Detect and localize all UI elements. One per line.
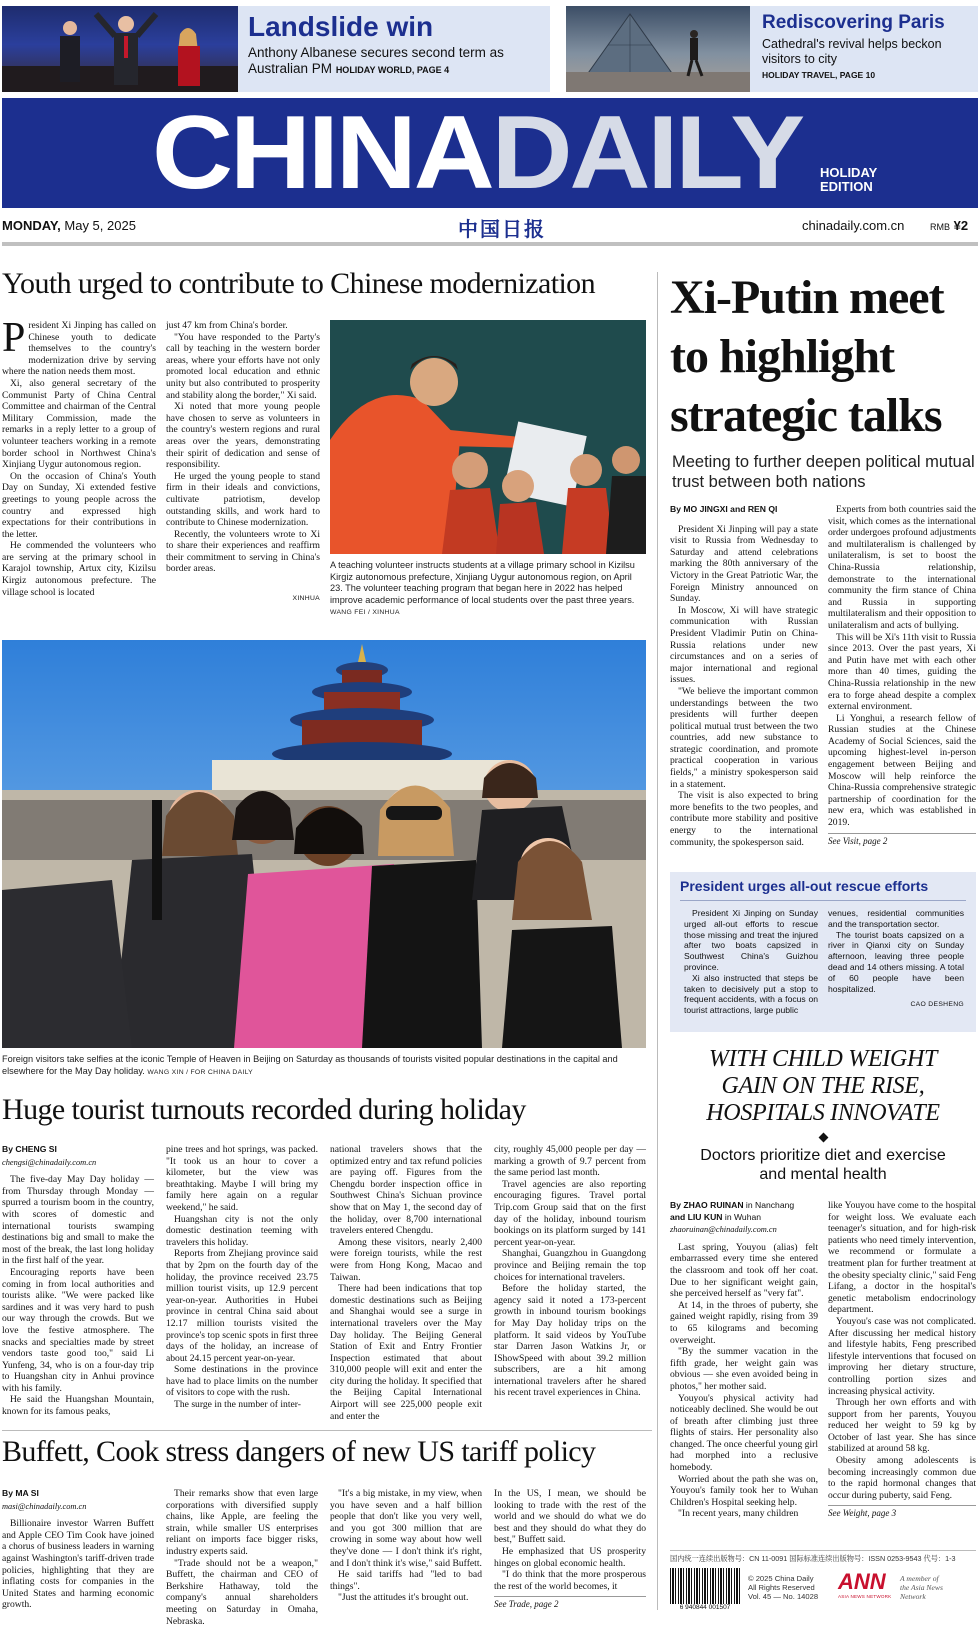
story1-headline[interactable]: Youth urged to contribute to Chinese modernization bbox=[2, 267, 595, 300]
story1-col1-p2: On the occasion of China's Youth Day on Sunday, Xi extended festive greetings to young people across the country and expressed high expectations for their contributions in the letter. bbox=[2, 470, 156, 540]
teaching-photo-illustration bbox=[330, 320, 646, 554]
teaching-photo[interactable] bbox=[330, 320, 646, 554]
story1-col1-p3: He commended the volunteers who are serving at the primary school in Karajol township, Artux city, Kizilsu Kirgiz autonomous prefecture. The village school is located bbox=[2, 540, 156, 598]
dateline bbox=[2, 216, 978, 241]
story3-col4-p1: He emphasized that US prosperity hinges on global economic health. bbox=[494, 1545, 646, 1569]
price bbox=[930, 218, 968, 233]
story2-col2-p1: Huangshan city is not the only domestic destination teeming with travelers this holiday. bbox=[166, 1213, 318, 1248]
story3-col2-p1: "Trade should not be a weapon," Buffett, the chairman and CEO of Berkshire Hathaway, told the company's annual shareholders meeting on Saturday in Omaha, Nebraska. bbox=[166, 1557, 318, 1627]
volume: Vol. 45 — No. 14028 bbox=[748, 1592, 819, 1602]
albanese-photo[interactable] bbox=[2, 6, 238, 92]
louvre-photo[interactable] bbox=[566, 6, 750, 92]
story2-headline[interactable]: Huge tourist turnouts recorded during holiday bbox=[2, 1093, 526, 1126]
date bbox=[2, 218, 136, 233]
story3-email[interactable]: masi@chinadaily.com.cn bbox=[2, 1501, 87, 1511]
story2-col1-p1: Encouraging reports have been coming in from local authorities and tourists alike. "We were packed like sardines and it was very hard to push our way through the crowds. But we love the festive atmosphere. The snacks and specialties made by street vendors taste good too," said Li Yunfeng, 34, who is on a four-day trip to Huangshan city in Anhui province with his family. bbox=[2, 1266, 154, 1394]
rescue-col1 bbox=[684, 908, 818, 1016]
louvre-photo-illustration bbox=[566, 6, 750, 92]
weight-byline-loc2: in Wuhan bbox=[722, 1211, 762, 1222]
story2-byline: By CHENG SI bbox=[2, 1144, 57, 1154]
teaser-left-subhead-text: Anthony Albanese secures second term as Australian PM bbox=[248, 45, 504, 76]
weight-col2 bbox=[828, 1200, 976, 1520]
lead-col1-p2: "We believe the important common understandings between the two presidents will further deepen political mutual trust between the two countries, add new substance to strategic coordination, and promote practical cooperation in various fields," a ministry spokesperson said in a statement. bbox=[670, 685, 818, 790]
story2-col4-p2: Shanghai, Guangzhou in Guangdong province and Beijing remain the top choices for international travelers. bbox=[494, 1248, 646, 1283]
teaching-photo-caption bbox=[330, 560, 646, 619]
masthead-logo[interactable] bbox=[152, 95, 802, 211]
lead-col2 bbox=[828, 504, 976, 847]
story2-col1 bbox=[2, 1144, 154, 1418]
teaser-right-text[interactable] bbox=[750, 6, 978, 92]
masthead-rule bbox=[2, 242, 978, 246]
barcode-digits: 6 940844 001507 bbox=[679, 1604, 731, 1611]
lead-col2-p2: Li Yonghui, a research fellow of Russian studies at the Chinese Academy of Social Sciences, said the upcoming highest-level in-person engagement between Beijing and Moscow will help reinforce the China-Russia comprehensive strategic partnership of coordination for the new era, which was established in 2019. bbox=[828, 712, 976, 829]
edition-line1: HOLIDAY bbox=[820, 165, 878, 180]
weight-headline-l2: GAIN ON THE RISE, bbox=[721, 1073, 925, 1099]
ann-logo[interactable] bbox=[838, 1570, 898, 1599]
temple-photo-caption-text: Foreign visitors take selfies at the iconic Temple of Heaven in Beijing on Saturday as thousands of tourists visited popular destinations in the capital and elsewhere for the May Day holiday. bbox=[2, 1054, 618, 1076]
story2-col2-p4: The surge in the number of inter- bbox=[174, 1399, 301, 1411]
rescue-col1-p1: Xi also instructed that steps be taken to decisively put a stop to frequent accidents, with a focus on tourist attractions, large public bbox=[684, 972, 818, 1016]
story1-col2-p0: just 47 km from China's border. bbox=[166, 320, 288, 331]
weight-col1-p0: Last spring, Youyou (alias) felt embarrassed every time she entered the classroom and took off her coat. Due to her significant weight gain, she perceived herself as "very fat". bbox=[670, 1241, 818, 1300]
lead-see-link[interactable]: See Visit, page 2 bbox=[828, 833, 976, 848]
story3-col2 bbox=[166, 1488, 318, 1627]
weight-subhead: Doctors prioritize diet and exercise and mental health bbox=[700, 1147, 946, 1183]
price-label: RMB bbox=[930, 222, 950, 232]
dropcap: P bbox=[2, 315, 26, 361]
column-divider bbox=[657, 272, 658, 1610]
rescue-col2 bbox=[828, 908, 964, 1011]
story1-col2-p3: He urged the young people to stand firm in their ideals and convictions, cultivate patriotism, develop outstanding skills, and work hard to contribute to Chinese modernization. bbox=[166, 470, 320, 529]
rescue-rule bbox=[680, 900, 966, 901]
ann-logo-sub: ASIA NEWS NETWORK bbox=[838, 1594, 892, 1599]
story3-col3-p1: He said tariffs had "led to bad things". bbox=[330, 1569, 482, 1592]
teaser-right-subhead: Cathedral's revival helps beckon visitors to city bbox=[762, 37, 942, 66]
weight-headline-l3: HOSPITALS INNOVATE bbox=[706, 1100, 940, 1126]
lead-subhead: Meeting to further deepen political mutual trust between both nations bbox=[672, 453, 975, 491]
teaching-photo-credit: WANG FEI / XINHUA bbox=[330, 609, 400, 616]
story1-credit: XINHUA bbox=[292, 595, 320, 603]
weight-byline-loc1: in Nanchang bbox=[743, 1200, 795, 1210]
story2-col4-p3: Before the holiday started, the agency said it noted a 173-percent growth in inbound tourism bookings for May Day holiday trips on the platform. It said videos by YouTube star Darren Jason Watkins Jr, or IShowSpeed with about 39.2 million subscribers, are a hit among international travelers after he shared his recent travel experiences in China. bbox=[494, 1283, 646, 1399]
story3-col4-p2: "I do think that the more prosperous the rest of the world becomes, it bbox=[494, 1569, 646, 1592]
story3-headline[interactable]: Buffett, Cook stress dangers of new US tariff policy bbox=[2, 1435, 596, 1468]
teaser-right-page-ref: HOLIDAY TRAVEL, PAGE 10 bbox=[762, 70, 876, 80]
website[interactable]: chinadaily.com.cn bbox=[802, 218, 905, 233]
weight-col1-p4: Worried about the path she was on, Youyou's family took her to Wuhan Children's Hospital seeking help. bbox=[670, 1473, 818, 1508]
story1-col2-p2: Xi noted that more young people have chosen to serve as volunteers in the country's western regions and rural areas over the years, demonstrating their spirit of dedication and sense of responsibility. bbox=[166, 401, 320, 471]
edition-line2: EDITION bbox=[820, 179, 873, 194]
ann-logo-text: ANN bbox=[838, 1569, 886, 1594]
story3-col4 bbox=[494, 1488, 646, 1611]
albanese-photo-illustration bbox=[2, 6, 238, 92]
story1-first-para bbox=[2, 315, 156, 378]
teaser-left-page-ref: HOLIDAY WORLD, PAGE 4 bbox=[335, 65, 450, 75]
lead-col1-p3: The visit is also expected to bring more benefits to the two peoples, and contribute more stability and positive energy to the international community, the spokesperson said. bbox=[670, 790, 818, 848]
teaser-bar bbox=[0, 0, 980, 98]
weight-col1-p3: Youyou's physical activity had noticeably declined. She would be out of breath after climbing just three flights of stairs. Her personality also changed. The once cheerful young girl had morphed into a reclusive homebody. bbox=[670, 1392, 818, 1474]
teaching-photo-caption-text: A teaching volunteer instructs students at a village primary school in Kizilsu Kirgiz autonomous prefecture, Xinjiang Uygur autonomous region, on April 23. The volunteer teaching program that began here in 2022 has helped improve academic performance of local students over the past three years. bbox=[330, 560, 635, 605]
story1-col2-p1: "You have responded to the Party's call by teaching in the western border areas, where your efforts have not only promoted local education and ethnic unity but also contributed to prosperity and stability along the border," Xi said. bbox=[166, 331, 320, 401]
teaser-left-headline: Landslide win bbox=[248, 11, 434, 42]
date-value: May 5, 2025 bbox=[64, 218, 136, 233]
edition-label bbox=[820, 166, 877, 194]
story3-col2-p0: Their remarks show that even large corporations with diversified supply chains, like Apple, are feeling the strain, while smaller US enterprises reliant on imports face bigger risks, industry experts said. bbox=[166, 1488, 318, 1557]
rescue-col2-p1: The tourist boats capsized on a river in Qianxi city on Sunday afternoon, leaving three people dead and 14 others missing. A total of 60 people have been hospitalized. bbox=[828, 929, 964, 994]
story2-col1-p0: The five-day May Day holiday — from Thursday through Monday — spurred a tourism boom in the country, with scores of domestic and international tourists swamping destinations big and small to make the most of the break, the last long holiday in the first half of the year. bbox=[2, 1174, 154, 1267]
lead-col2-p1: This will be Xi's 11th visit to Russia since 2013. Over the past years, Xi and Putin have met with each other more than 40 times, guiding the China-Russia relationship in the new era to forge ahead despite a complex external environment. bbox=[828, 631, 976, 713]
chinese-title: 中国日报 bbox=[458, 217, 546, 241]
teaser-left-subhead bbox=[248, 45, 540, 78]
ann-member-l2: the Asia News bbox=[900, 1583, 943, 1592]
lead-byline: By MO JINGXI and REN QI bbox=[670, 504, 778, 514]
barcode bbox=[670, 1568, 740, 1616]
story2-col4-p0: city, roughly 45,000 people per day — marking a growth of 9.7 percent from the same period last month. bbox=[494, 1144, 646, 1179]
weight-byline bbox=[670, 1200, 818, 1223]
weight-col2-p2: Through her own efforts and with support from her parents, Youyou reduced her weight to 59 kg by October of last year. She has since stabilized at around 58 kg. bbox=[828, 1397, 976, 1455]
story1-col2-p4: Recently, the volunteers wrote to Xi to share their experiences and reaffirm their commitment to serving in China's border areas. bbox=[166, 528, 320, 575]
weight-byline-name2: and LIU KUN bbox=[670, 1211, 723, 1222]
weight-headline[interactable] bbox=[670, 1046, 976, 1127]
footer-cn-line3: 代号：1-3 bbox=[923, 1554, 956, 1563]
story2-col2-p0: pine trees and hot springs, was packed. "It took us an hour to cover a kilometer, but the view was breathtaking. Maybe I will bring my family here again on a regular weekend," he said. bbox=[166, 1144, 318, 1213]
lead-col1-p1: In Moscow, Xi will have strategic communication with Russian President Vladimir Putin on China-Russia relations under new circumstances and on a series of major international and regional issues. bbox=[670, 604, 818, 686]
masthead bbox=[2, 95, 978, 211]
weight-col2-p3: Obesity among adolescents is becoming increasingly common due to the rapid hormonal changes that occur during puberty, said Feng. bbox=[828, 1455, 976, 1501]
story1-col1-p0: resident Xi Jinping has called on Chinese youth to dedicate themselves to the country's modernization drive by serving where the nation needs them most. bbox=[2, 320, 156, 378]
teaser-right-headline: Rediscovering Paris bbox=[762, 12, 945, 33]
lead-headline[interactable]: Xi-Putin meet to highlight strategic talks bbox=[670, 271, 944, 442]
story2-email[interactable]: chengsi@chinadaily.com.cn bbox=[2, 1157, 97, 1167]
weight-col1-p5: "In recent years, many children bbox=[678, 1508, 799, 1520]
rescue-headline[interactable]: President urges all-out rescue efforts bbox=[680, 878, 929, 894]
weight-col2-p1: Youyou's case was not complicated. After discussing her medical history and lifestyle habits, Feng prescribed lifestyle interventions that focused on improving her dietary structure, controlling portion sizes and increasing physical activity. bbox=[828, 1315, 976, 1397]
lead-col2-p0: Experts from both countries said the visit, which comes as the international order undergoes profound adjustments and multilateralism is challenged by unilateralism, is set to boost the China-Russia relationship, demonstrate to the international community the firm stance of China and Russia in supporting multilateralism and their opposition to unilateralism and acts of bullying. bbox=[828, 504, 976, 631]
story2-col2-p2: Reports from Zhejiang province said that by 2pm on the fourth day of the holiday, the province received 23.75 million tourist visits, up 12.9 percent year-on-year. Authorities in Hubei province in central China said about 12.17 million tourists visited the province's top scenic spots in first three days of the holiday, an increase of about 24.15 percent year-on-year. bbox=[166, 1248, 318, 1364]
masthead-daily: DAILY bbox=[491, 95, 802, 211]
story2-col3-p2: There had been indications that top domestic destinations such as Beijing and Shanghai would see a surge in international travelers over the May Day holiday. The Beijing General Station of Exit and Entry Frontier Inspection estimated that about 310,000 people will exit and enter the city during the holiday. It specified that the Beijing Capital International Airport will see 225,000 people exit and enter the bbox=[330, 1283, 482, 1422]
story2-col1-p2: He said the Huangshan Mountain, known for its famous peaks, bbox=[2, 1394, 154, 1418]
weight-col1-p2: "By the summer vacation in the fifth grade, her weight gain was obvious — she even avoided being in photos," her mother said. bbox=[670, 1346, 818, 1392]
masthead-china: CHINA bbox=[152, 95, 492, 211]
story3-col3-p0: "It's a big mistake, in my view, when you have seven and a half billion people that don't like you very well, and you got 300 million that are crowing in some way about how well they've done — I don't think it's right, and I don't think it's wise," said Buffett. bbox=[330, 1488, 482, 1569]
rescue-box bbox=[670, 872, 976, 1032]
barcode-bars bbox=[670, 1568, 740, 1604]
weight-byline-name1: By ZHAO RUINAN bbox=[670, 1200, 744, 1210]
rights: All Rights Reserved bbox=[748, 1583, 815, 1593]
weight-col1-p1: At 14, in the throes of puberty, she gained weight rapidly, rising from 39 to 65 kilograms and becoming overweight. bbox=[670, 1299, 818, 1346]
date-day: MONDAY, bbox=[2, 218, 61, 233]
story2-col3-p0: national travelers shows that the optimized entry and tax refund policies are paying off. Figures from the Chengdu border inspection office in Southwest China's Sichuan province show that on May 1, the second day of the holiday, over 8,700 international travelers entered Chengdu. bbox=[330, 1144, 482, 1237]
story3-byline: By MA SI bbox=[2, 1488, 39, 1498]
story2-col3-p1: Among these visitors, nearly 2,400 were foreign tourists, while the rest were from Hong Kong, Macao and Taiwan. bbox=[330, 1236, 482, 1283]
rescue-credit: CAO DESHENG bbox=[910, 1001, 964, 1009]
rescue-col1-p0: President Xi Jinping on Sunday urged all-out efforts to rescue those missing and treat the injured after two boats capsized in Southwest China's Guizhou province. bbox=[684, 908, 818, 972]
story2-col2 bbox=[166, 1144, 318, 1411]
story3-col1-p0: Billionaire investor Warren Buffett and Apple CEO Tim Cook have joined a chorus of business leaders in warning against Washington's tariff-driven trade policies, highlighting that they are inflating costs for companies in the United States and harming economic growth. bbox=[2, 1518, 154, 1611]
ann-member-l3: Network bbox=[900, 1592, 926, 1601]
story1-col1 bbox=[2, 315, 156, 598]
temple-photo[interactable] bbox=[2, 640, 646, 1048]
story3-col3 bbox=[330, 1488, 482, 1604]
lead-col1-p0: President Xi Jinping will pay a state visit to Russia from Wednesday to Saturday and attend celebrations marking the 80th anniversary of the Victory in the Great Patriotic War, the Foreign Ministry announced on Sunday. bbox=[670, 523, 818, 605]
weight-see-link[interactable]: See Weight, page 3 bbox=[828, 1505, 976, 1520]
story2-col2-p3: Some destinations in the province have had to place limits on the number of visitors to cope with the rush. bbox=[166, 1364, 318, 1399]
temple-photo-illustration bbox=[2, 640, 646, 1048]
footer-cn-line2: 国际标准连续出版物号：ISSN 0253-9543 bbox=[789, 1554, 922, 1563]
teaser-left-text[interactable] bbox=[238, 6, 550, 92]
story1-col2 bbox=[166, 320, 320, 605]
story2-col4-p1: Travel agencies are also reporting encouraging figures. Travel portal Trip.com Group said that on the first day of the holiday, inbound tourism bookings on its platform surged by 141 percent year-on-year. bbox=[494, 1178, 646, 1248]
story3-see-link[interactable]: See Trade, page 2 bbox=[494, 1596, 646, 1611]
story2-col4 bbox=[494, 1144, 646, 1399]
diamond-separator bbox=[819, 1133, 829, 1143]
ann-member bbox=[900, 1574, 976, 1601]
weight-email[interactable]: zhaoruinan@chinadaily.com.cn bbox=[670, 1225, 777, 1235]
story3-col4-p0: In the US, I mean, we should be looking to trade with the rest of the world and we should do what we do best and they should do what they do best," Buffett said. bbox=[494, 1488, 646, 1546]
temple-photo-caption bbox=[2, 1054, 646, 1078]
weight-col1 bbox=[670, 1200, 818, 1520]
footer-cn-line1: 国内统一连续出版物号：CN 11-0091 bbox=[670, 1554, 788, 1563]
story3-col1 bbox=[2, 1488, 154, 1611]
footer-rule bbox=[670, 1550, 976, 1551]
story3-col3-p2: "Just the attitudes it's brought out. bbox=[338, 1592, 469, 1604]
weight-col2-p0: like Youyou have come to the hospital for weight loss. We evaluate each teenager's situation, and for high-risk patients who need timely intervention, we recommend or formulate a treatment plan for further treatment at the obesity specialty clinic," said Feng Lifang, a doctor in the hospital's genetic metabolism endocrinology department. bbox=[828, 1200, 976, 1316]
footer-registration bbox=[670, 1554, 976, 1564]
price-value: ¥2 bbox=[953, 218, 969, 233]
story3-top-rule bbox=[2, 1430, 652, 1431]
footer-copyright bbox=[748, 1574, 838, 1602]
rescue-col2-p0: venues, residential communities and the transportation sector. bbox=[828, 908, 964, 929]
temple-photo-credit: WANG XIN / FOR CHINA DAILY bbox=[147, 1068, 254, 1076]
story2-col3 bbox=[330, 1144, 482, 1422]
copyright: © 2025 China Daily bbox=[748, 1574, 814, 1583]
lead-col1 bbox=[670, 504, 818, 848]
ann-member-l1: A member of bbox=[900, 1574, 939, 1583]
weight-headline-l1: WITH CHILD WEIGHT bbox=[708, 1046, 938, 1072]
story1-col1-p1: Xi, also general secretary of the Communist Party of China Central Committee and chairman of the Central Military Commission, made the remarks in a reply letter to a group of volunteer teachers working in a remote border school in Northwest China's Xinjiang Uygur autonomous region. bbox=[2, 377, 156, 471]
